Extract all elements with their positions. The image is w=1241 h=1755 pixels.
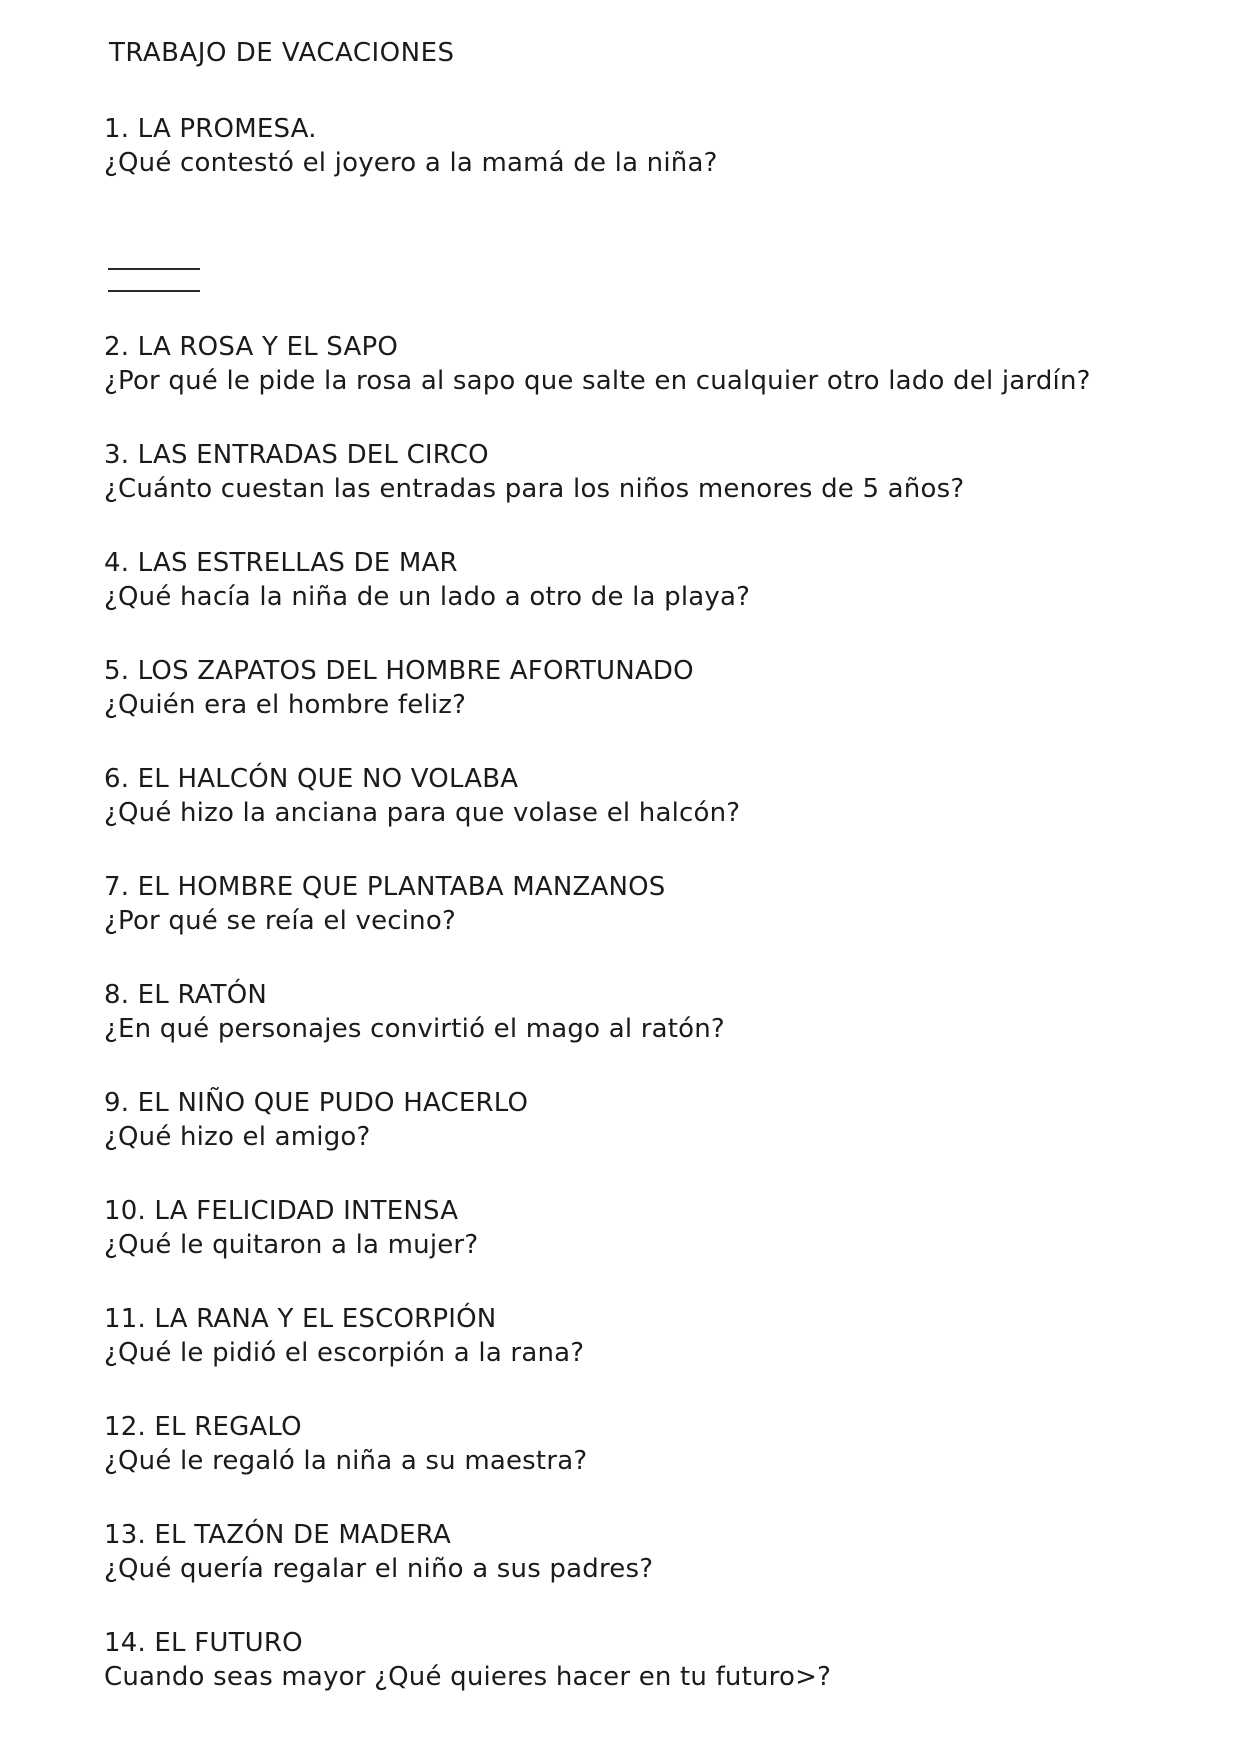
section-question: ¿Qué hizo el amigo? (104, 1122, 371, 1152)
section-question: ¿En qué personajes convirtió el mago al ratón? (104, 1014, 725, 1044)
question-section (104, 870, 1171, 938)
blank-answer-line (108, 290, 200, 292)
section-question: Cuando seas mayor ¿Qué quieres hacer en tu futuro>? (104, 1662, 832, 1692)
first-section-container (104, 112, 1171, 180)
section-question: ¿Qué contestó el joyero a la mamá de la niña? (104, 148, 718, 178)
section-heading: 14. EL FUTURO (104, 1628, 303, 1658)
question-section (104, 1410, 1171, 1478)
section-question: ¿Qué le quitaron a la mujer? (104, 1230, 479, 1260)
section-heading: 9. EL NIÑO QUE PUDO HACERLO (104, 1088, 529, 1118)
section-heading: 10. LA FELICIDAD INTENSA (104, 1196, 459, 1226)
section-heading: 8. EL RATÓN (104, 980, 268, 1010)
section-heading: 12. EL REGALO (104, 1412, 302, 1442)
question-section (104, 546, 1171, 614)
section-question: ¿Quién era el hombre feliz? (104, 690, 467, 720)
section-question: ¿Qué le pidió el escorpión a la rana? (104, 1338, 585, 1368)
section-question: ¿Qué quería regalar el niño a sus padres? (104, 1554, 654, 1584)
question-section (104, 330, 1171, 398)
section-heading: 7. EL HOMBRE QUE PLANTABA MANZANOS (104, 872, 666, 902)
question-section (104, 654, 1171, 722)
question-section (104, 1194, 1171, 1262)
section-heading: 13. EL TAZÓN DE MADERA (104, 1520, 452, 1550)
question-section (104, 1518, 1171, 1586)
section-question: ¿Qué hizo la anciana para que volase el halcón? (104, 798, 741, 828)
section-heading: 1. LA PROMESA. (104, 114, 317, 144)
question-section (104, 1302, 1171, 1370)
document-title: TRABAJO DE VACACIONES (109, 38, 455, 68)
section-heading: 4. LAS ESTRELLAS DE MAR (104, 548, 458, 578)
section-question: ¿Cuánto cuestan las entradas para los niños menores de 5 años? (104, 474, 965, 504)
remaining-sections-container (104, 330, 1171, 1694)
answer-lines-block (108, 268, 1171, 292)
question-section (104, 978, 1171, 1046)
section-heading: 2. LA ROSA Y EL SAPO (104, 332, 399, 362)
question-section (104, 1626, 1171, 1694)
question-section (104, 762, 1171, 830)
section-heading: 3. LAS ENTRADAS DEL CIRCO (104, 440, 489, 470)
section-question: ¿Qué hacía la niña de un lado a otro de la playa? (104, 582, 751, 612)
section-heading: 11. LA RANA Y EL ESCORPIÓN (104, 1304, 497, 1334)
section-heading: 5. LOS ZAPATOS DEL HOMBRE AFORTUNADO (104, 656, 694, 686)
question-section (104, 438, 1171, 506)
question-section (104, 1086, 1171, 1154)
section-heading: 6. EL HALCÓN QUE NO VOLABA (104, 764, 519, 794)
section-question: ¿Por qué se reía el vecino? (104, 906, 456, 936)
blank-answer-line (108, 268, 200, 270)
question-section (104, 112, 1171, 180)
section-question: ¿Por qué le pide la rosa al sapo que salte en cualquier otro lado del jardín? (104, 366, 1091, 396)
section-question: ¿Qué le regaló la niña a su maestra? (104, 1446, 588, 1476)
